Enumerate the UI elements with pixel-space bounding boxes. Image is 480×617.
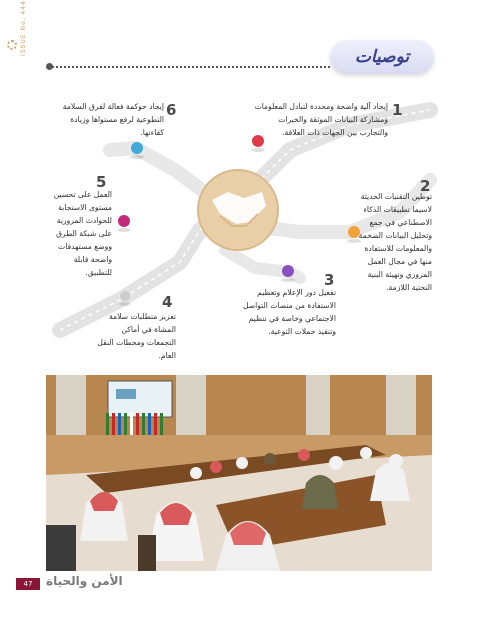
magazine-brand: الأمن والحياة [46,574,123,588]
issue-label: ISSUE No. 444 [20,0,27,56]
rec-5-text: العمل على تحسين مستوى الاستجابة للحوادث المرورية على شبكة الطرق ووضع مستهدفات واضحة قابلة للتطبيق. [53,190,112,277]
rec-4-number: 4 [162,293,173,311]
conference-photo [46,375,432,571]
page-number: 47 [23,580,33,588]
handshake-emblem [198,170,278,250]
rec-3-number: 3 [324,271,335,289]
rec-4-text: تعزيز متطلبات سلامة المشاة في أماكن التجمعات ومحطات النقل العام. [97,312,176,360]
conference-scene [46,375,432,571]
pin-6 [130,142,144,159]
rec-6-text: إيجاد حوكمة فعالة لفرق السلامة التطوعية لرفع مستواها وزيادة كفاءتها. [62,102,164,137]
rec-2-text: توطين التقنيات الحديثة لاسيما تطبيقات الذكاء الاصطناعي في جمع وتحليل البيانات الضخمة والمعلومات للاستفادة منها في مجال العمل المروري وتهيئة البنية التحتية اللازمة. [358,192,432,292]
rec-3-text: تفعيل دور الإعلام وتعظيم الاستفادة من منصات التواصل الاجتماعي وخاصة في تنظيم وتنفيذ حملات التوعية. [242,288,336,336]
rec-1-text: إيجاد آلية واضحة ومحددة لتبادل المعلومات ومشاركة البيانات الموثقة والخبرات والتجارب بين الجهات ذات العلاقة. [254,102,388,137]
pin-5 [117,215,131,232]
rec-6-number: 6 [166,101,177,119]
page-title: توصيات [354,47,410,67]
pin-3 [281,265,295,282]
rec-1-number: 1 [392,101,403,119]
rec-2-number: 2 [420,177,431,195]
rec-5-number: 5 [96,173,107,191]
road-branch-left [110,148,215,200]
